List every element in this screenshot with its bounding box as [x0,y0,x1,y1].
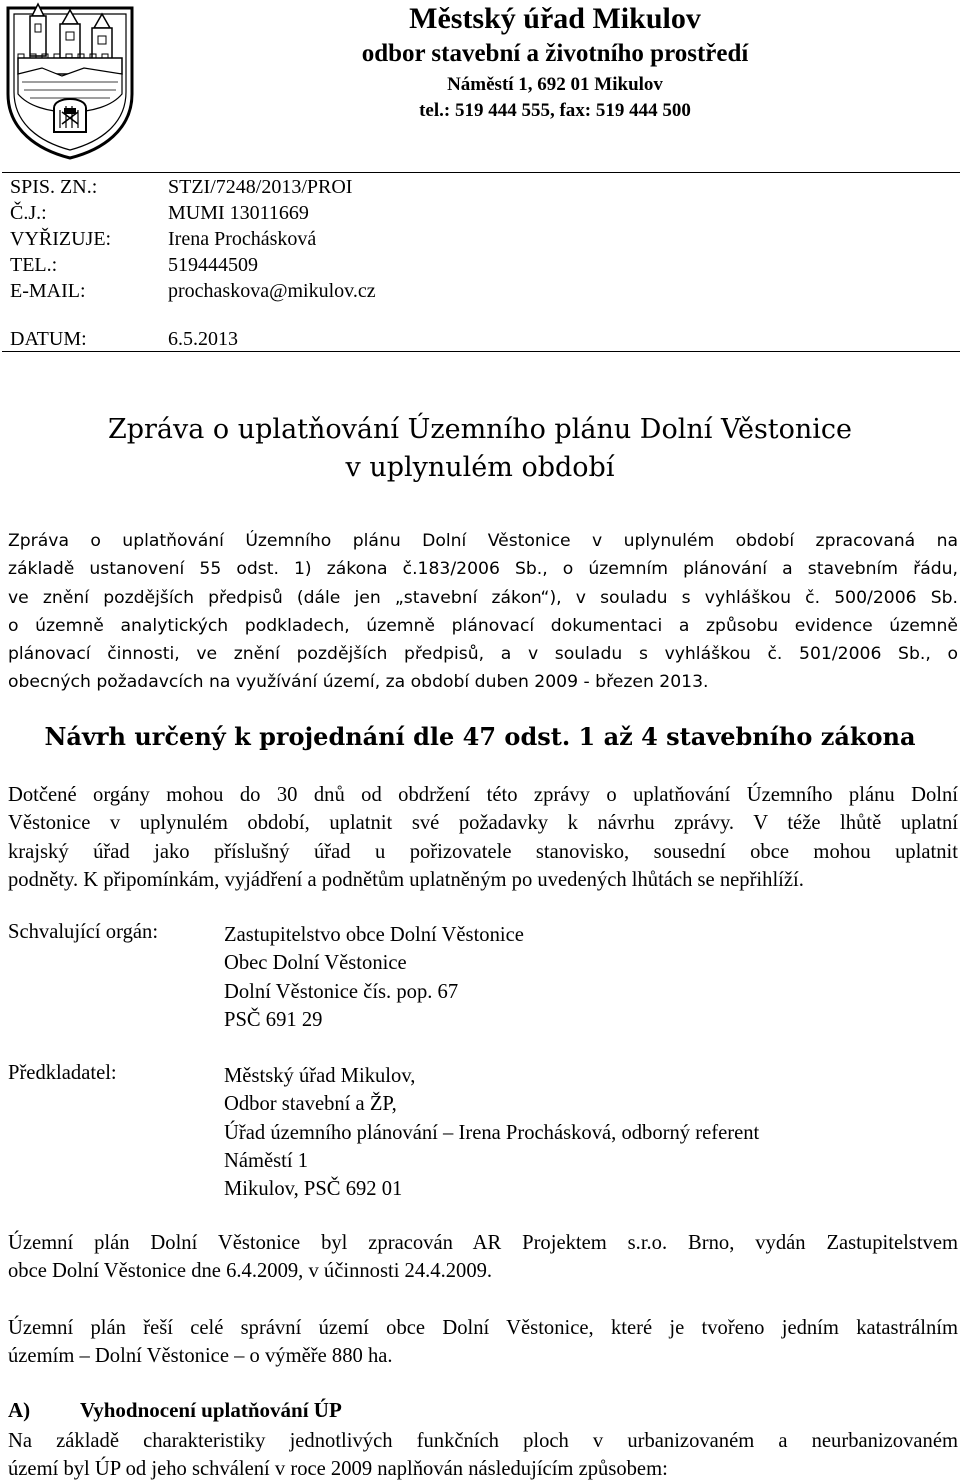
approving-body-line: Dolní Věstonice čís. pop. 67 [224,980,459,1003]
reference-number-value: MUMI 13011669 [168,202,309,224]
intro-line: o územně analytických podkladech, územně plánovací dokumentaci a způsobu evidence územně [8,615,958,636]
office-phone-fax: tel.: 519 444 555, fax: 519 444 500 [419,100,691,121]
approving-body-line: Zastupitelstvo obce Dolní Věstonice [224,924,524,946]
phone-value: 519444509 [168,254,258,276]
email-label: E-MAIL: [10,280,86,302]
document-subtitle: v uplynulém období [345,452,615,483]
date-label: DATUM: [10,328,87,350]
intro-line: obecných požadavcích na využívání území, za období duben 2009 - březen 2013. [8,672,709,693]
approving-body-address [224,921,524,1034]
section-a-heading [8,1398,342,1423]
intro-line: plánovací činnosti, ve znění pozdějších předpisů, a v souladu s vyhláškou č. 501/2006 Sb., o [8,644,958,665]
reference-box [2,172,960,352]
date-value: 6.5.2013 [168,328,238,350]
submitter-line: Úřad územního plánování – Irena Prochásková, odborný referent [224,1121,760,1144]
section-a-line: Na základě charakteristiky jednotlivých funkčních ploch v urbanizovaném a neurbanizovaném [8,1430,958,1452]
submitter-label: Předkladatel: [8,1062,117,1084]
section-a-line: území byl ÚP od jeho schválení v roce 2009 naplňován následujícím způsobem: [8,1458,668,1481]
office-address: Náměstí 1, 692 01 Mikulov [447,74,663,95]
handler-label: VYŘIZUJE: [10,228,112,250]
plan-scope-paragraph [8,1314,958,1371]
handler-value: Irena Prochásková [168,228,317,250]
phone-label: TEL.: [10,254,58,276]
proposal-heading: Návrh určený k projednání dle 47 odst. 1 až 4 stavebního zákona [44,722,916,751]
plan-info-line: obce Dolní Věstonice dne 6.4.2009, v účinnosti 24.4.2009. [8,1260,493,1283]
reference-number-label: Č.J.: [10,202,47,224]
email-value: prochaskova@mikulov.cz [168,280,376,302]
intro-paragraph [8,527,958,697]
plan-scope-line: územím – Dolní Věstonice – o výměře 880 ha. [8,1345,393,1368]
file-number-value: STZI/7248/2013/PROI [168,176,353,198]
office-department: odbor stavební a životního prostředí [361,40,749,67]
plan-info-paragraph [8,1229,958,1286]
intro-line: základě ustanovení 55 odst. 1) zákona č.183/2006 Sb., o územním plánování a stavebním řádu, [8,559,958,580]
document-title: Zpráva o uplatňování Územního plánu Dolní Věstonice [107,414,853,445]
file-number-label: SPIS. ZN.: [10,176,98,198]
submitter-line: Mikulov, PSČ 692 01 [224,1178,403,1201]
approving-body-line: PSČ 691 29 [224,1008,323,1031]
approving-body-line: Obec Dolní Věstonice [224,952,407,975]
notice-line: Věstonice v uplynulém období, uplatnit své požadavky k návrhu zprávy. V téže lhůtě uplatní [8,812,958,835]
submitter-line: Odbor stavební a ŽP, [224,1093,397,1116]
submitter-address [224,1062,759,1203]
notice-line: Dotčené orgány mohou do 30 dnů od obdržení této zprávy o uplatňování Územního plánu Dolní [8,784,958,806]
section-a-paragraph [8,1427,958,1484]
approving-body-label: Schvalující orgán: [8,921,159,943]
notice-line: podněty. K připomínkám, vyjádření a podnětům uplatněným po uvedených lhůtách se nepřihlíží. [8,868,804,891]
notice-paragraph [8,781,958,894]
intro-line: ve znění pozdějších předpisů (dále jen „stavební zákon“), v souladu s vyhláškou č. 500/2006 Sb. [8,587,958,608]
submitter-line: Náměstí 1 [224,1149,309,1172]
notice-line: krajský úřad jako příslušný úřad u pořizovatele stanovisko, sousední obce mohou uplatnit [8,840,958,863]
plan-info-line: Územní plán Dolní Věstonice byl zpracován AR Projektem s.r.o. Brno, vydán Zastupitelstvem [8,1232,958,1254]
intro-line: Zpráva o uplatňování Územního plánu Dolní Věstonice v uplynulém období zpracovaná na [8,531,958,551]
section-title: Vyhodnocení uplatňování ÚP [80,1398,342,1422]
section-letter: A) [8,1398,31,1422]
submitter-line: Městský úřad Mikulov, [224,1065,416,1087]
plan-scope-line: Územní plán řeší celé správní území obce Dolní Věstonice, které je tvořeno jedním katastrálním [8,1317,958,1339]
office-title: Městský úřad Mikulov [409,2,701,35]
